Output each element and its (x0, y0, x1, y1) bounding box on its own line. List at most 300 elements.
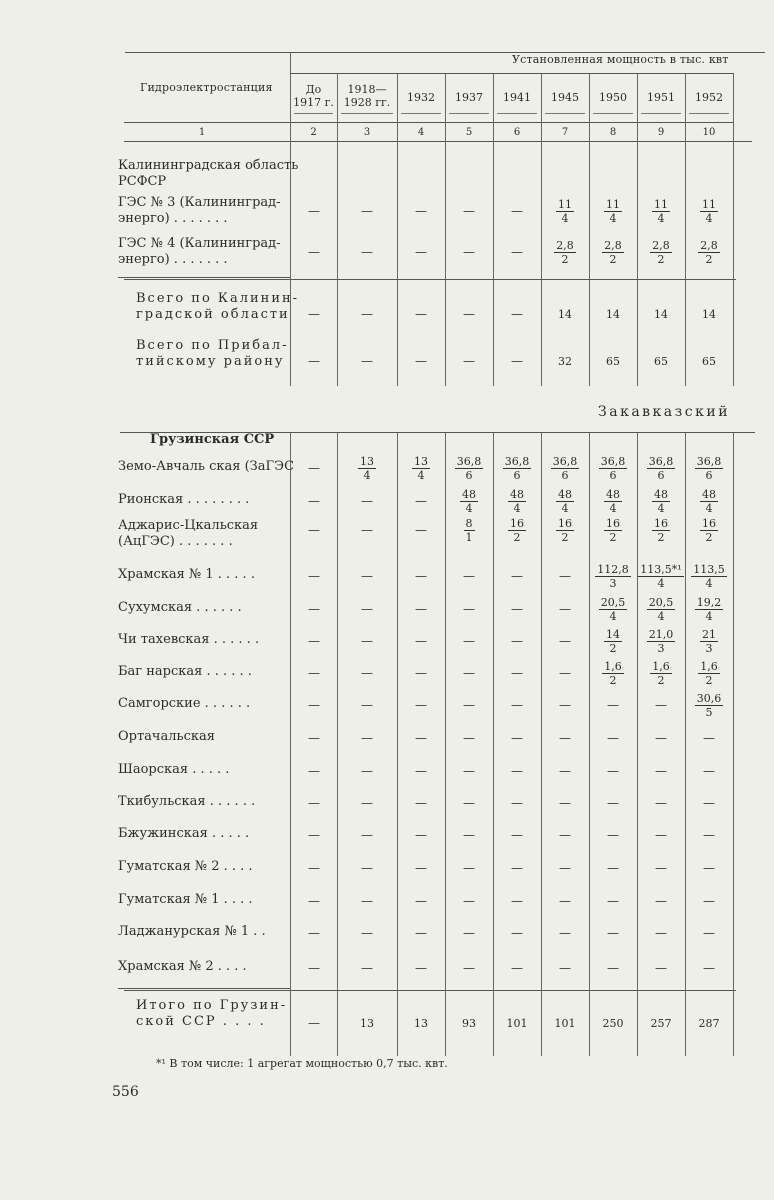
fraction-capacity: 11 (606, 198, 620, 211)
fraction-capacity: 16 (510, 517, 524, 530)
table-cell: 65 (702, 355, 716, 368)
year-header (337, 83, 397, 109)
table-cell: — (361, 666, 373, 680)
fraction-units: 4 (705, 610, 713, 623)
fraction-capacity: 16 (702, 517, 716, 530)
table-cell: — (511, 796, 523, 810)
table-cell: — (415, 354, 427, 368)
fraction-units: 4 (657, 610, 665, 623)
fraction-capacity: 16 (606, 517, 620, 530)
station-name: Сухумская . . . . . . (118, 600, 242, 615)
station-name: Самгорские . . . . . . (118, 696, 251, 711)
fraction (650, 239, 672, 266)
column-line (637, 73, 638, 386)
fraction-units: 2 (609, 674, 617, 687)
station-name-line: энерго) . . . . . . . (118, 252, 228, 267)
station-name-line: Всего по Прибал- (136, 338, 289, 353)
fraction-capacity: 113,5*¹ (640, 563, 682, 576)
fraction (691, 563, 727, 590)
fraction (412, 455, 430, 482)
fraction (595, 563, 631, 590)
table-cell: — (607, 861, 619, 875)
table-cell (679, 563, 739, 590)
table-cell: — (361, 796, 373, 810)
column-line (589, 73, 590, 386)
fraction (556, 517, 574, 544)
table-cell: — (361, 354, 373, 368)
column-number: 7 (561, 127, 569, 138)
fraction-units: 2 (609, 642, 617, 655)
table-cell: — (703, 894, 715, 908)
table-cell: — (655, 961, 667, 975)
fraction-units: 6 (609, 469, 617, 482)
fraction (695, 692, 724, 719)
table-cell: — (511, 961, 523, 975)
fraction (652, 198, 670, 225)
column-number: 9 (657, 127, 665, 138)
fraction (652, 517, 670, 544)
station-name: Ткибульская . . . . . . (118, 794, 256, 809)
table-cell: — (655, 828, 667, 842)
fraction-capacity: 2,8 (700, 239, 718, 252)
table-cell: — (607, 731, 619, 745)
column-number: 5 (465, 127, 473, 138)
year-header (685, 91, 733, 104)
fraction (358, 455, 376, 482)
header-underline (341, 113, 393, 114)
rule-line (118, 988, 290, 989)
station-name: Чи тахевская . . . . . . (118, 632, 260, 647)
table-cell: — (463, 861, 475, 875)
fraction (604, 198, 622, 225)
header-underline (641, 113, 681, 114)
fraction-capacity: 1,6 (604, 660, 622, 673)
table-cell: — (655, 861, 667, 875)
table-cell: 250 (602, 1017, 624, 1030)
table-cell: — (511, 307, 523, 321)
table-cell: — (415, 894, 427, 908)
table-cell: — (361, 861, 373, 875)
rule-line (124, 141, 752, 142)
fraction-capacity: 19,2 (696, 596, 722, 609)
fraction-capacity: 13 (360, 455, 374, 468)
station-name-line: градской области (136, 307, 290, 322)
column-number: 8 (609, 127, 617, 138)
station-name-line: (АцГЭС) . . . . . . . (118, 534, 233, 549)
fraction (700, 198, 718, 225)
column-line (541, 73, 542, 386)
table-cell: 14 (702, 308, 716, 321)
year-header-line: 1932 (407, 91, 435, 104)
fraction-units: 2 (657, 531, 665, 544)
table-cell: — (703, 731, 715, 745)
table-cell: 65 (606, 355, 620, 368)
fraction-units: 4 (417, 469, 425, 482)
table-cell: — (415, 494, 427, 508)
table-cell: — (415, 602, 427, 616)
fraction-capacity: 11 (654, 198, 668, 211)
table-cell: — (361, 634, 373, 648)
fraction (638, 563, 683, 590)
table-cell: — (361, 894, 373, 908)
table-cell: — (655, 894, 667, 908)
table-cell: — (308, 634, 320, 648)
table-cell: 101 (506, 1017, 528, 1030)
fraction-capacity: 36,8 (600, 455, 626, 468)
table-cell: — (607, 961, 619, 975)
fraction-capacity: 48 (606, 488, 620, 501)
table-cell: 257 (650, 1017, 672, 1030)
station-name-line: Итого по Грузин- (136, 998, 288, 1013)
column-line (733, 73, 734, 386)
table-cell: — (511, 602, 523, 616)
table-cell: — (308, 461, 320, 475)
table-cell: — (415, 523, 427, 537)
fraction (700, 628, 718, 655)
table-cell: 13 (414, 1017, 428, 1030)
table-cell: — (607, 698, 619, 712)
fraction-units: 2 (705, 674, 713, 687)
fraction-units: 3 (609, 577, 617, 590)
table-cell: — (308, 698, 320, 712)
table-cell: — (511, 634, 523, 648)
fraction-units: 4 (705, 502, 713, 515)
table-cell: — (308, 926, 320, 940)
rule-line (290, 73, 733, 74)
station-name-line: ГЭС № 4 (Калининград- (118, 236, 281, 251)
fraction (556, 488, 574, 515)
fraction (460, 488, 478, 515)
fraction-capacity: 21 (702, 628, 716, 641)
table-cell: — (463, 698, 475, 712)
table-cell: — (415, 698, 427, 712)
table-cell: — (308, 307, 320, 321)
fraction-units: 4 (465, 502, 473, 515)
column-number: 4 (417, 127, 425, 138)
column-number: 1 (198, 127, 206, 138)
fraction-capacity: 14 (606, 628, 620, 641)
table-cell: — (415, 634, 427, 648)
fraction-capacity: 113,5 (693, 563, 725, 576)
table-cell: — (559, 731, 571, 745)
fraction-units: 6 (561, 469, 569, 482)
table-cell: — (511, 764, 523, 778)
fraction-capacity: 30,6 (696, 692, 722, 705)
fraction-capacity: 2,8 (604, 239, 622, 252)
table-cell: — (511, 731, 523, 745)
table-cell: — (308, 569, 320, 583)
table-cell: — (559, 926, 571, 940)
station-name-line: Всего по Калинин- (136, 291, 300, 306)
rule-line (125, 52, 765, 53)
table-cell: — (308, 494, 320, 508)
fraction-capacity: 16 (558, 517, 572, 530)
table-cell: — (361, 698, 373, 712)
station-name-line: ской ССР . . . . (136, 1014, 266, 1029)
table-cell: 14 (654, 308, 668, 321)
table-cell: — (308, 731, 320, 745)
table-cell (679, 517, 739, 544)
table-cell: — (415, 961, 427, 975)
fraction-units: 2 (561, 531, 569, 544)
header-underline (689, 113, 729, 114)
table-cell: — (308, 204, 320, 218)
fraction (647, 596, 676, 623)
table-cell: — (361, 764, 373, 778)
fraction-units: 3 (705, 642, 713, 655)
table-cell: — (511, 354, 523, 368)
station-column-title: Гидроэлектростанция (140, 81, 273, 94)
fraction (602, 239, 624, 266)
table-cell: — (703, 828, 715, 842)
table-cell: — (607, 926, 619, 940)
fraction-units: 4 (609, 212, 617, 225)
table-cell (679, 455, 739, 482)
table-cell: — (463, 204, 475, 218)
table-cell: — (463, 666, 475, 680)
header-underline (497, 113, 537, 114)
table-cell: — (463, 894, 475, 908)
table-cell: — (463, 764, 475, 778)
table-cell: — (703, 764, 715, 778)
year-header (397, 91, 445, 104)
fraction-capacity: 36,8 (648, 455, 674, 468)
fraction (455, 455, 484, 482)
table-cell: 93 (462, 1017, 476, 1030)
table-cell: 13 (360, 1017, 374, 1030)
table-cell: — (511, 204, 523, 218)
fraction-capacity: 112,8 (597, 563, 629, 576)
table-cell: — (415, 764, 427, 778)
fraction (647, 628, 676, 655)
fraction-units: 4 (657, 212, 665, 225)
year-header-line: 1937 (455, 91, 483, 104)
table-cell: — (308, 1016, 320, 1030)
fraction-capacity: 2,8 (556, 239, 574, 252)
year-header (493, 91, 541, 104)
table-cell: — (607, 764, 619, 778)
fraction-capacity: 36,8 (504, 455, 530, 468)
fraction-capacity: 2,8 (652, 239, 670, 252)
station-name: Гуматская № 2 . . . . (118, 859, 253, 874)
table-cell: — (703, 861, 715, 875)
fraction-units: 4 (609, 610, 617, 623)
station-name-line: тийскому району (136, 354, 285, 369)
table-cell: — (463, 731, 475, 745)
table-cell: — (655, 731, 667, 745)
header-underline (545, 113, 585, 114)
fraction (602, 660, 624, 687)
section-title: Закавказский (598, 404, 731, 420)
table-cell: — (361, 961, 373, 975)
table-cell: — (415, 204, 427, 218)
table-cell: — (463, 926, 475, 940)
header-underline (294, 113, 333, 114)
station-name: Баг нарская . . . . . . (118, 664, 252, 679)
fraction (464, 517, 475, 544)
column-number: 2 (310, 127, 317, 138)
year-header (445, 91, 493, 104)
table-cell: — (415, 245, 427, 259)
fraction (604, 517, 622, 544)
fraction-units: 2 (561, 253, 569, 266)
table-cell: — (415, 569, 427, 583)
rule-line (124, 122, 733, 123)
fraction-capacity: 48 (702, 488, 716, 501)
fraction (650, 660, 672, 687)
table-cell: — (308, 861, 320, 875)
fraction (604, 488, 622, 515)
table-cell: — (655, 764, 667, 778)
fraction (551, 455, 580, 482)
station-name: Храмская № 2 . . . . (118, 959, 247, 974)
page-number: 556 (112, 1084, 139, 1100)
station-name: Храмская № 1 . . . . . (118, 567, 255, 582)
fraction-units: 2 (609, 531, 617, 544)
fraction-capacity: 1,6 (652, 660, 670, 673)
fraction-capacity: 48 (462, 488, 476, 501)
table-cell: — (361, 245, 373, 259)
table-cell: — (463, 961, 475, 975)
fraction-units: 4 (705, 577, 713, 590)
region-title-georgia: Грузинская ССР (150, 432, 275, 447)
fraction-units: 6 (657, 469, 665, 482)
table-cell: — (415, 731, 427, 745)
table-cell: — (308, 354, 320, 368)
fraction (599, 455, 628, 482)
rule-line (124, 279, 736, 280)
table-cell: — (361, 828, 373, 842)
year-header-line: 1928 гг. (343, 96, 391, 109)
table-cell: — (463, 307, 475, 321)
station-name: Ладжанурская № 1 . . (118, 924, 266, 939)
table-cell: — (559, 569, 571, 583)
column-number: 3 (363, 127, 371, 138)
table-cell (679, 692, 739, 719)
table-cell: — (607, 828, 619, 842)
fraction (556, 198, 574, 225)
column-number: 10 (702, 127, 716, 138)
table-cell: — (559, 634, 571, 648)
fraction-capacity: 48 (558, 488, 572, 501)
table-cell: 65 (654, 355, 668, 368)
table-cell: — (463, 602, 475, 616)
year-header-line: 1945 (551, 91, 579, 104)
fraction (599, 596, 628, 623)
column-line (337, 73, 338, 386)
rule-line (118, 277, 290, 278)
table-cell: — (703, 796, 715, 810)
fraction-units: 2 (609, 253, 617, 266)
station-name: Шаорская . . . . . (118, 762, 230, 777)
table-cell: — (607, 796, 619, 810)
table-cell: — (655, 698, 667, 712)
table-cell: — (415, 307, 427, 321)
fraction (700, 488, 718, 515)
fraction-capacity: 36,8 (552, 455, 578, 468)
column-number: 6 (513, 127, 521, 138)
table-cell (679, 628, 739, 655)
table-cell: — (415, 796, 427, 810)
table-cell: — (511, 926, 523, 940)
table-cell: 14 (606, 308, 620, 321)
fraction (695, 455, 724, 482)
table-cell (679, 198, 739, 225)
table-cell: — (308, 666, 320, 680)
year-header-line: 1952 (695, 91, 723, 104)
year-header (637, 91, 685, 104)
column-line (445, 73, 446, 386)
table-cell: — (463, 796, 475, 810)
table-cell: 101 (554, 1017, 576, 1030)
table-cell: — (511, 698, 523, 712)
table-cell: — (559, 961, 571, 975)
fraction-capacity: 36,8 (456, 455, 482, 468)
table-cell: — (511, 666, 523, 680)
table-cell: — (511, 569, 523, 583)
station-name-line: Аджарис-Цкальская (118, 518, 259, 533)
table-cell: — (361, 731, 373, 745)
station-name-line: энерго) . . . . . . . (118, 211, 228, 226)
fraction-units: 4 (657, 502, 665, 515)
fraction (604, 628, 622, 655)
table-cell: — (415, 666, 427, 680)
table-cell: — (703, 961, 715, 975)
header-underline (401, 113, 441, 114)
station-name: Бжужинская . . . . . (118, 826, 250, 841)
table-cell: — (308, 796, 320, 810)
table-cell: — (559, 764, 571, 778)
table-cell: — (655, 926, 667, 940)
fraction-units: 4 (363, 469, 371, 482)
table-cell: — (361, 307, 373, 321)
fraction-units: 2 (513, 531, 521, 544)
year-header-line: 1941 (503, 91, 531, 104)
fraction-capacity: 11 (702, 198, 716, 211)
table-cell: — (463, 634, 475, 648)
fraction-units: 2 (705, 253, 713, 266)
table-cell: — (463, 828, 475, 842)
table-cell: — (308, 245, 320, 259)
station-name: Гуматская № 1 . . . . (118, 892, 253, 907)
fraction (695, 596, 724, 623)
table-cell: — (415, 828, 427, 842)
fraction-capacity: 48 (654, 488, 668, 501)
fraction-units: 4 (705, 212, 713, 225)
fraction-units: 4 (657, 577, 665, 590)
fraction-capacity: 16 (654, 517, 668, 530)
table-cell: — (361, 602, 373, 616)
table-cell: — (361, 494, 373, 508)
header-underline (449, 113, 489, 114)
table-cell: — (308, 828, 320, 842)
table-cell: — (415, 926, 427, 940)
table-cell: 14 (558, 308, 572, 321)
fraction (698, 660, 720, 687)
table-cell: — (361, 523, 373, 537)
table-cell: — (308, 764, 320, 778)
table-cell (679, 660, 739, 687)
fraction-units: 2 (657, 253, 665, 266)
station-name-line: ГЭС № 3 (Калининград- (118, 195, 281, 210)
year-header-line: 1950 (599, 91, 627, 104)
fraction-units: 4 (513, 502, 521, 515)
year-header (589, 91, 637, 104)
table-cell: — (463, 354, 475, 368)
table-cell: — (361, 569, 373, 583)
station-name: Ортачальская (118, 729, 215, 744)
fraction (700, 517, 718, 544)
